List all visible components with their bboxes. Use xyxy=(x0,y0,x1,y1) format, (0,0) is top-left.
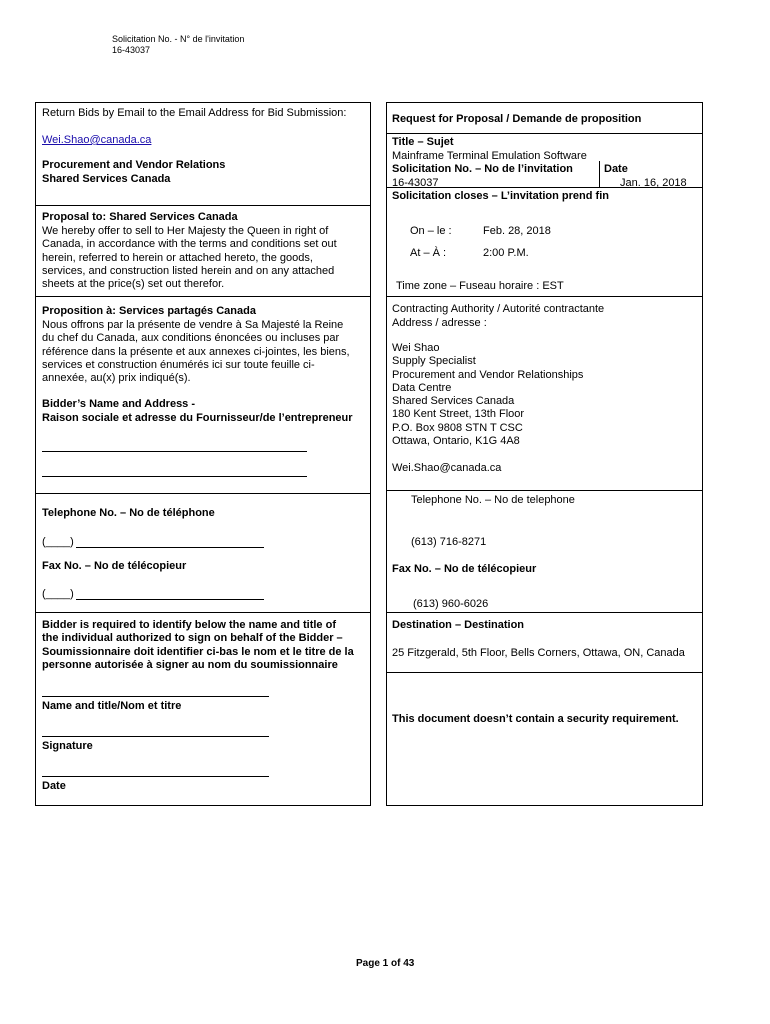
authority-telephone-value: (613) 716-8271 xyxy=(411,536,487,548)
time-zone: Time zone – Fuseau horaire : EST xyxy=(396,280,564,292)
date-issued-label: Date xyxy=(604,163,628,175)
solicitation-closes-label: Solicitation closes – L’invitation prend fin xyxy=(392,190,609,202)
closing-date-label: On – le : xyxy=(410,225,452,237)
bidder-fax-area-code: (____) xyxy=(42,588,74,600)
proposal-fr-title: Proposition à: Services partagés Canada xyxy=(42,305,256,317)
header-solicitation-label: Solicitation No. - N° de l'invitation xyxy=(112,34,245,44)
authority-fax-label: Fax No. – No de télécopieur xyxy=(392,563,537,575)
header-solicitation-number: 16-43037 xyxy=(112,45,151,55)
org-name-line1: Procurement and Vendor Relations xyxy=(42,159,226,171)
authority-telephone-label: Telephone No. – No de telephone xyxy=(411,494,575,506)
proposal-fr-text: Nous offrons par la présente de vendre à Sa Majesté la Reine du chef du Canada, aux conditions énoncées ou incluses par référence dans la présente et aux annexes ci-jointes, les biens, services et construction énumérés ici sur toute feuille ci- annexée, au(x) prix indiqué(s). xyxy=(42,319,350,385)
authority-fax-value: (613) 960-6026 xyxy=(413,598,489,610)
destination-label: Destination – Destination xyxy=(392,619,525,631)
bidder-name-label-fr: Raison sociale et adresse du Fournisseur/de l’entrepreneur xyxy=(42,412,353,424)
title-value: Mainframe Terminal Emulation Software xyxy=(392,150,587,162)
org-name-line2: Shared Services Canada xyxy=(42,173,171,185)
signature-field[interactable] xyxy=(42,736,269,737)
bidder-telephone-field[interactable] xyxy=(76,547,264,548)
date-label: Date xyxy=(42,780,66,792)
bidder-fax-label: Fax No. – No de télécopieur xyxy=(42,560,187,572)
contracting-authority-label: Contracting Authority / Autorité contractante xyxy=(392,303,605,315)
closing-date-value: Feb. 28, 2018 xyxy=(483,225,551,237)
closing-time-label: At – À : xyxy=(410,247,447,259)
contracting-authority-address: Wei Shao Supply Specialist Procurement and Vendor Relationships Data Centre Shared Services Canada 180 Kent Street, 13th Floor P.O. Box 9808 STN T CSC Ottawa, Ontario, K1G 4A8 xyxy=(392,342,584,448)
signature-label: Signature xyxy=(42,740,93,752)
bidder-name-field[interactable] xyxy=(42,451,307,452)
bidder-telephone-area-code: (____) xyxy=(42,536,74,548)
address-label: Address / adresse : xyxy=(392,317,487,329)
bidder-fax-field[interactable] xyxy=(76,599,264,600)
date-field[interactable] xyxy=(42,776,269,777)
solicitation-number-value: 16-43037 xyxy=(392,177,439,189)
destination-value: 25 Fitzgerald, 5th Floor, Bells Corners, Ottawa, ON, Canada xyxy=(392,647,685,659)
return-bids-instruction: Return Bids by Email to the Email Address for Bid Submission: xyxy=(42,107,347,119)
rfp-title: Request for Proposal / Demande de proposition xyxy=(392,113,642,125)
page-number: Page 1 of 43 xyxy=(356,958,415,969)
closing-time-value: 2:00 P.M. xyxy=(483,247,529,259)
solicitation-number-label: Solicitation No. – No de l’invitation xyxy=(392,163,573,175)
date-issued-value: Jan. 16, 2018 xyxy=(620,177,687,189)
proposal-en-title: Proposal to: Shared Services Canada xyxy=(42,211,238,223)
bidder-address-field[interactable] xyxy=(42,476,307,477)
security-requirement-note: This document doesn’t contain a security requirement. xyxy=(392,713,679,725)
bidder-name-label-en: Bidder’s Name and Address - xyxy=(42,398,196,410)
name-title-field[interactable] xyxy=(42,696,269,697)
name-title-label: Name and title/Nom et titre xyxy=(42,700,182,712)
contracting-authority-email: Wei.Shao@canada.ca xyxy=(392,462,502,474)
title-label: Title – Sujet xyxy=(392,136,454,148)
proposal-en-text: We hereby offer to sell to Her Majesty the Queen in right of Canada, in accordance with the terms and conditions set out herein, referred to herein or attached hereto, the goods, services, and construction listed herein and on any attached sheets at the price(s) set out therefor. xyxy=(42,225,337,291)
authorized-signatory-instruction: Bidder is required to identify below the name and title of the individual authorized to sign on behalf of the Bidder – Soumissionnaire doit identifier ci-bas le nom et le titre de la personne autorisée à signer au nom du soumissionnaire xyxy=(42,619,354,671)
bidder-telephone-label: Telephone No. – No de téléphone xyxy=(42,507,215,519)
bid-submission-email-link[interactable]: Wei.Shao@canada.ca xyxy=(42,134,152,146)
